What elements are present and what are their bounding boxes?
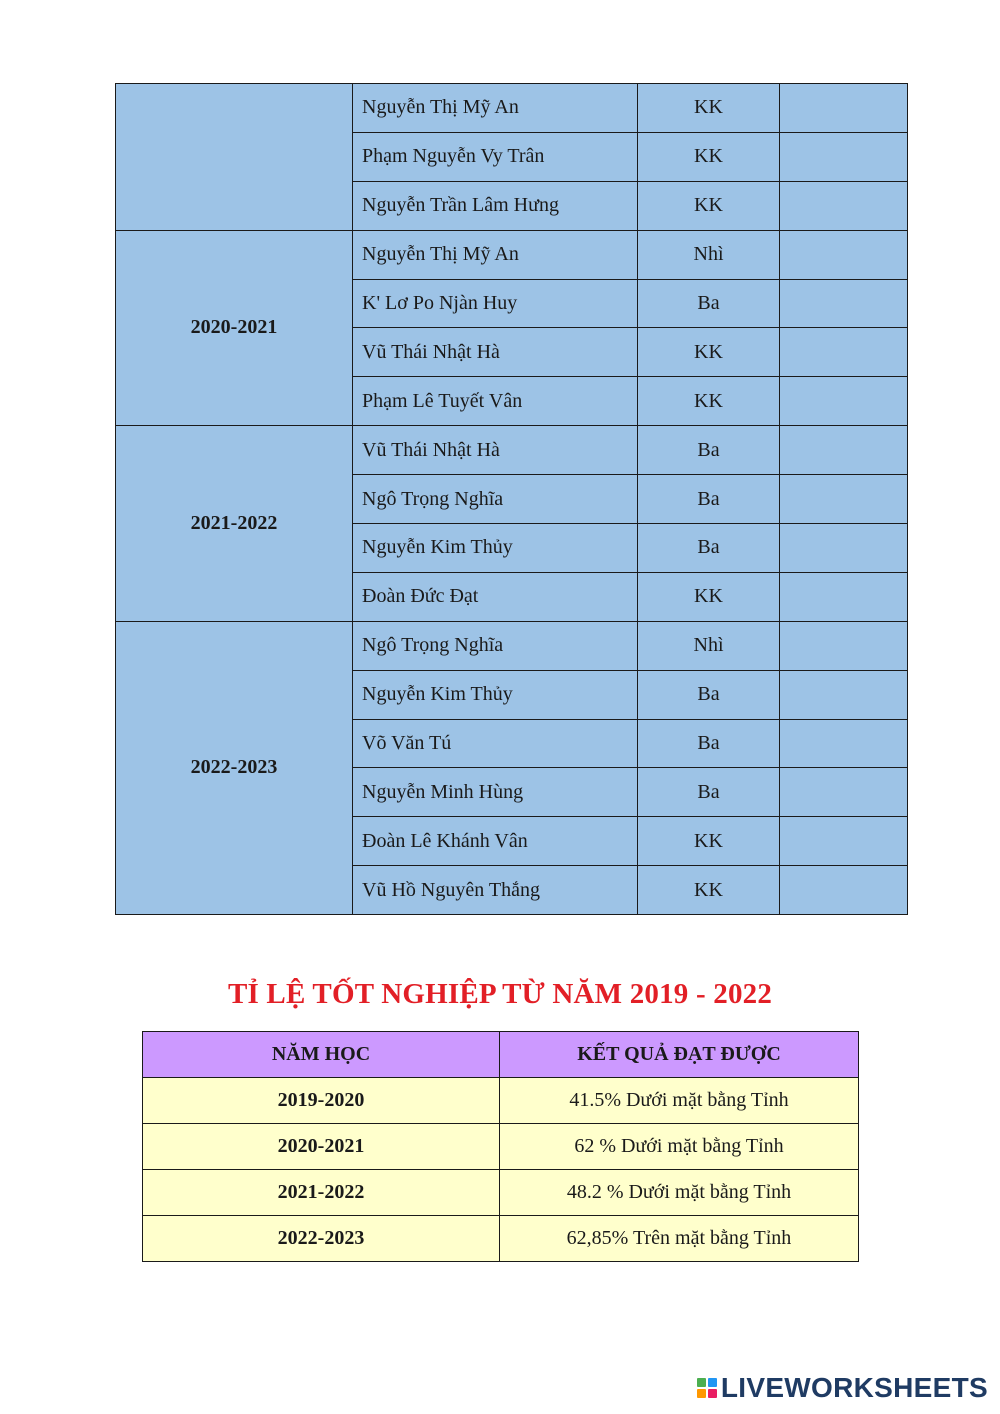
award-prize: KK (638, 181, 780, 230)
graduation-result: 62 % Dưới mặt bằng Tỉnh (500, 1124, 859, 1170)
award-prize: KK (638, 328, 780, 377)
student-name: Nguyễn Kim Thủy (353, 524, 638, 573)
award-prize: Ba (638, 768, 780, 817)
award-prize: KK (638, 817, 780, 866)
graduation-row (143, 1216, 859, 1262)
empty-cell (780, 84, 908, 133)
award-school-year: 2020-2021 (116, 230, 353, 426)
graduation-year: 2022-2023 (143, 1216, 500, 1262)
empty-cell (780, 817, 908, 866)
award-row (116, 621, 908, 670)
graduation-row (143, 1124, 859, 1170)
award-prize: Ba (638, 719, 780, 768)
empty-cell (780, 524, 908, 573)
student-name: Phạm Nguyễn Vy Trân (353, 132, 638, 181)
student-name: Vũ Hồ Nguyên Thắng (353, 866, 638, 915)
empty-cell (780, 279, 908, 328)
student-name: Nguyễn Trần Lâm Hưng (353, 181, 638, 230)
student-name: Phạm Lê Tuyết Vân (353, 377, 638, 426)
student-name: Võ Văn Tú (353, 719, 638, 768)
award-school-year (116, 84, 353, 231)
graduation-result: 48.2 % Dưới mặt bằng Tỉnh (500, 1170, 859, 1216)
empty-cell (780, 866, 908, 915)
empty-cell (780, 426, 908, 475)
empty-cell (780, 572, 908, 621)
student-name: Nguyễn Thị Mỹ An (353, 230, 638, 279)
graduation-year: 2021-2022 (143, 1170, 500, 1216)
graduation-header-row (143, 1032, 859, 1078)
student-name: Đoàn Lê Khánh Vân (353, 817, 638, 866)
award-school-year: 2022-2023 (116, 621, 353, 914)
award-prize: Ba (638, 670, 780, 719)
empty-cell (780, 670, 908, 719)
award-prize: Ba (638, 524, 780, 573)
graduation-row (143, 1170, 859, 1216)
graduation-result: 41.5% Dưới mặt bằng Tỉnh (500, 1078, 859, 1124)
graduation-title: TỈ LỆ TỐT NGHIỆP TỪ NĂM 2019 - 2022 (227, 978, 773, 1010)
award-prize: KK (638, 84, 780, 133)
graduation-year: 2019-2020 (143, 1078, 500, 1124)
student-name: Ngô Trọng Nghĩa (353, 475, 638, 524)
liveworksheets-logo (697, 1372, 988, 1404)
student-name: Đoàn Đức Đạt (353, 572, 638, 621)
award-prize: KK (638, 866, 780, 915)
student-name: Nguyễn Minh Hùng (353, 768, 638, 817)
student-name: Vũ Thái Nhật Hà (353, 426, 638, 475)
logo-icon (697, 1378, 717, 1398)
empty-cell (780, 132, 908, 181)
award-school-year: 2021-2022 (116, 426, 353, 622)
logo-text: LIVEWORKSHEETS (720, 1372, 988, 1403)
award-prize: KK (638, 377, 780, 426)
student-name: Nguyễn Kim Thủy (353, 670, 638, 719)
award-prize: Ba (638, 475, 780, 524)
award-row (116, 426, 908, 475)
graduation-result: 62,85% Trên mặt bằng Tỉnh (500, 1216, 859, 1262)
award-prize: Ba (638, 279, 780, 328)
empty-cell (780, 230, 908, 279)
header-result: KẾT QUẢ ĐẠT ĐƯỢC (500, 1032, 859, 1078)
header-school-year: NĂM HỌC (143, 1032, 500, 1078)
empty-cell (780, 621, 908, 670)
empty-cell (780, 768, 908, 817)
award-row (116, 84, 908, 133)
graduation-table (142, 1031, 859, 1262)
student-name: Ngô Trọng Nghĩa (353, 621, 638, 670)
award-row (116, 230, 908, 279)
graduation-row (143, 1078, 859, 1124)
student-name: Nguyễn Thị Mỹ An (353, 84, 638, 133)
empty-cell (780, 475, 908, 524)
award-prize: Ba (638, 426, 780, 475)
empty-cell (780, 719, 908, 768)
awards-table (115, 83, 908, 915)
empty-cell (780, 328, 908, 377)
student-name: Vũ Thái Nhật Hà (353, 328, 638, 377)
graduation-year: 2020-2021 (143, 1124, 500, 1170)
empty-cell (780, 181, 908, 230)
student-name: K' Lơ Po Njàn Huy (353, 279, 638, 328)
empty-cell (780, 377, 908, 426)
award-prize: KK (638, 132, 780, 181)
award-prize: KK (638, 572, 780, 621)
award-prize: Nhì (638, 621, 780, 670)
award-prize: Nhì (638, 230, 780, 279)
